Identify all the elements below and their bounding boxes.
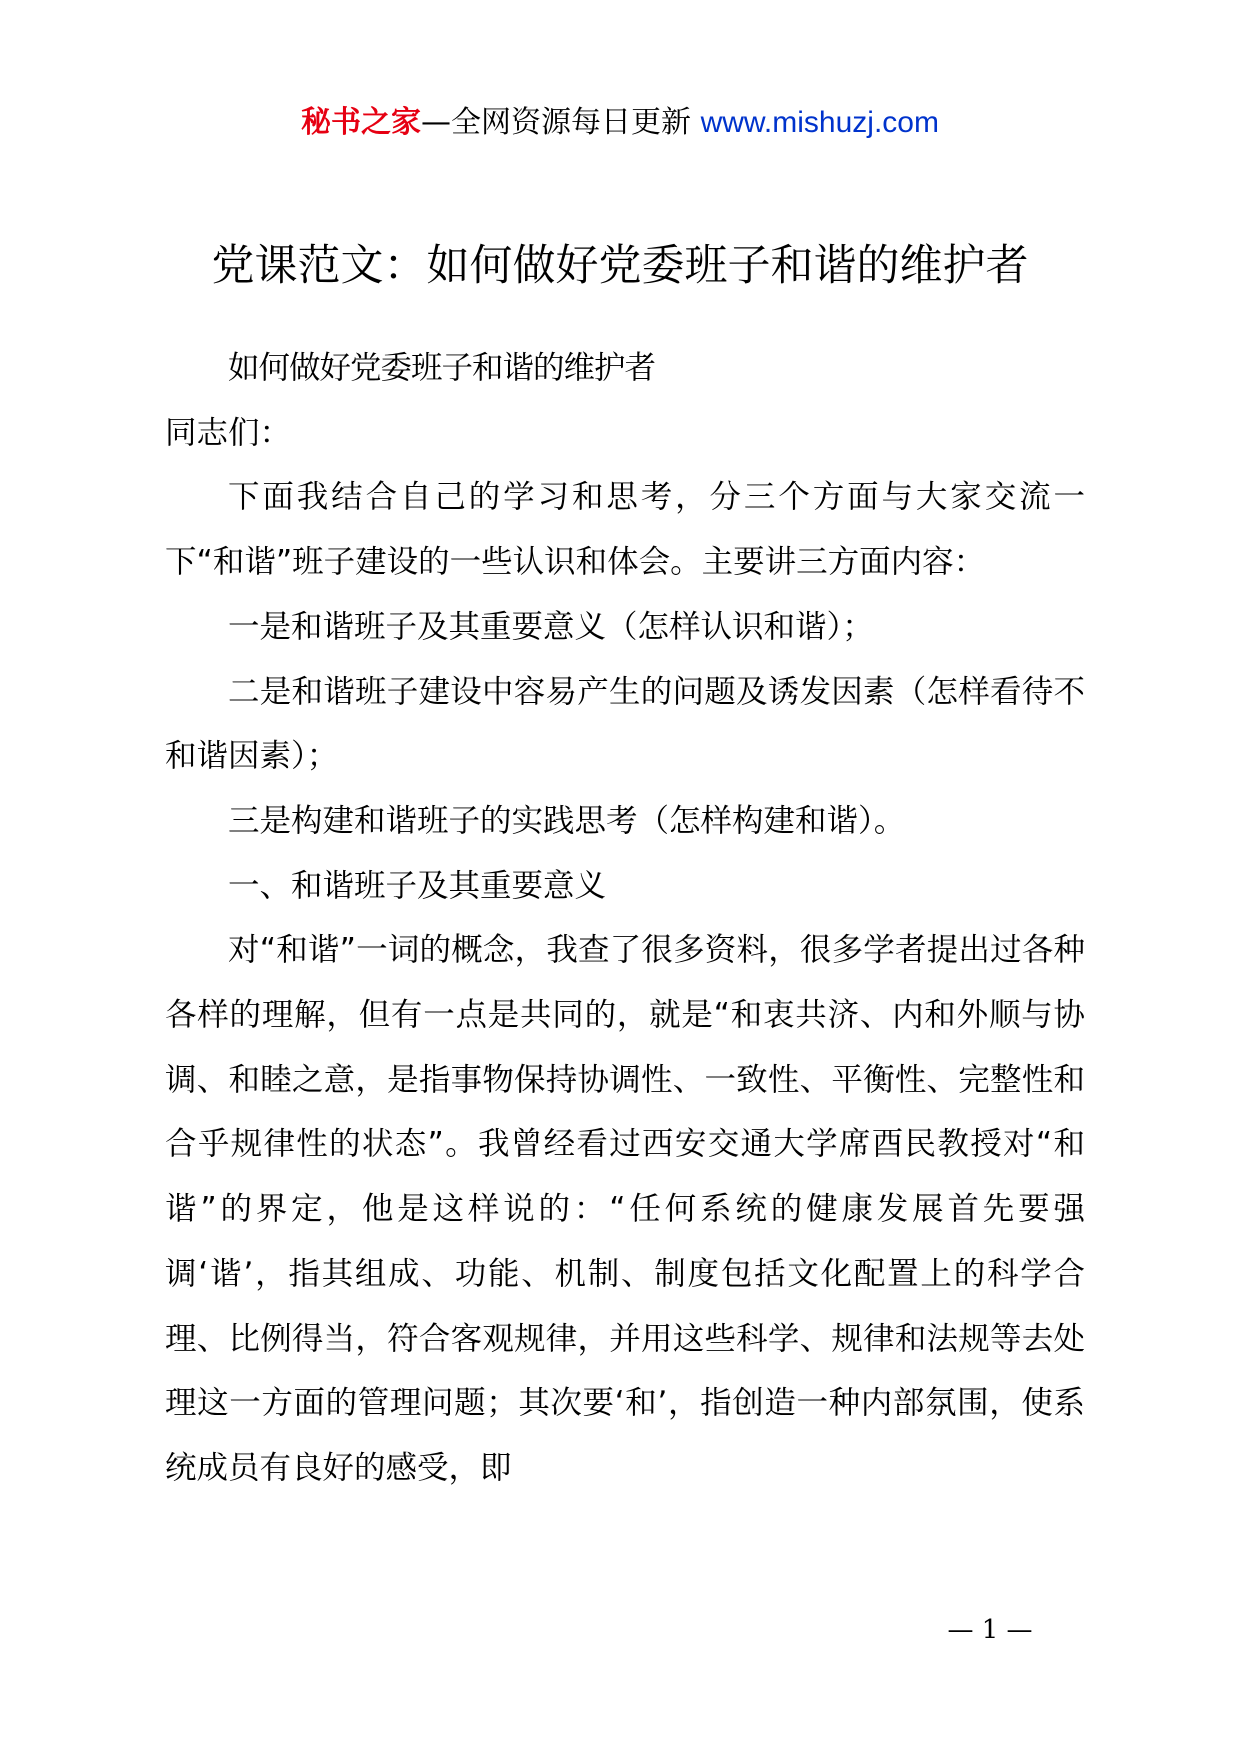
intro-paragraph: 下面我结合自己的学习和思考，分三个方面与大家交流一下“和谐”班子建设的一些认识和体会。主要讲三方面内容： — [165, 479, 1085, 581]
outline-item-3: 三是构建和谐班子的实践思考（怎样构建和谐）。 — [228, 802, 906, 839]
site-header — [0, 98, 1240, 148]
salutation: 同志们： — [165, 414, 292, 451]
section-heading-1: 一、和谐班子及其重要意义 — [228, 867, 607, 904]
site-tagline: —全网资源每日更新 — [421, 105, 692, 140]
body-paragraph: 对“和谐”一词的概念，我查了很多资料，很多学者提出过各种各样的理解，但有一点是共同的，就是“和衷共济、内和外顺与协调、和睦之意，是指事物保持协调性、一致性、平衡性、完整性和合乎规律性的状态”。我曾经看过西安交通大学席酉民教授对“和谐”的界定，他是这样说的：“任何系统的健康发展首先要强调‘谐’，指其组成、功能、机制、制度包括文化配置上的科学合理、比例得当，符合客观规律，并用这些科学、规律和法规等去处理这一方面的管理问题；其次要‘和’，指创造一种内部氛围，使系统成员有良好的感受，即 — [165, 932, 1085, 1486]
outline-item-2: 二是和谐班子建设中容易产生的问题及诱发因素（怎样看待不和谐因素）； — [165, 673, 1085, 775]
site-url[interactable]: www.mishuzj.com — [700, 106, 939, 139]
site-brand: 秘书之家 — [301, 105, 422, 140]
document-title: 党课范文：如何做好党委班子和谐的维护者 — [211, 241, 1029, 291]
page-number: — 1 — — [947, 1615, 1033, 1645]
outline-item-1: 一是和谐班子及其重要意义（怎样认识和谐）； — [228, 608, 874, 645]
document-subtitle: 如何做好党委班子和谐的维护者 — [228, 350, 656, 386]
document-body — [165, 336, 1085, 1501]
